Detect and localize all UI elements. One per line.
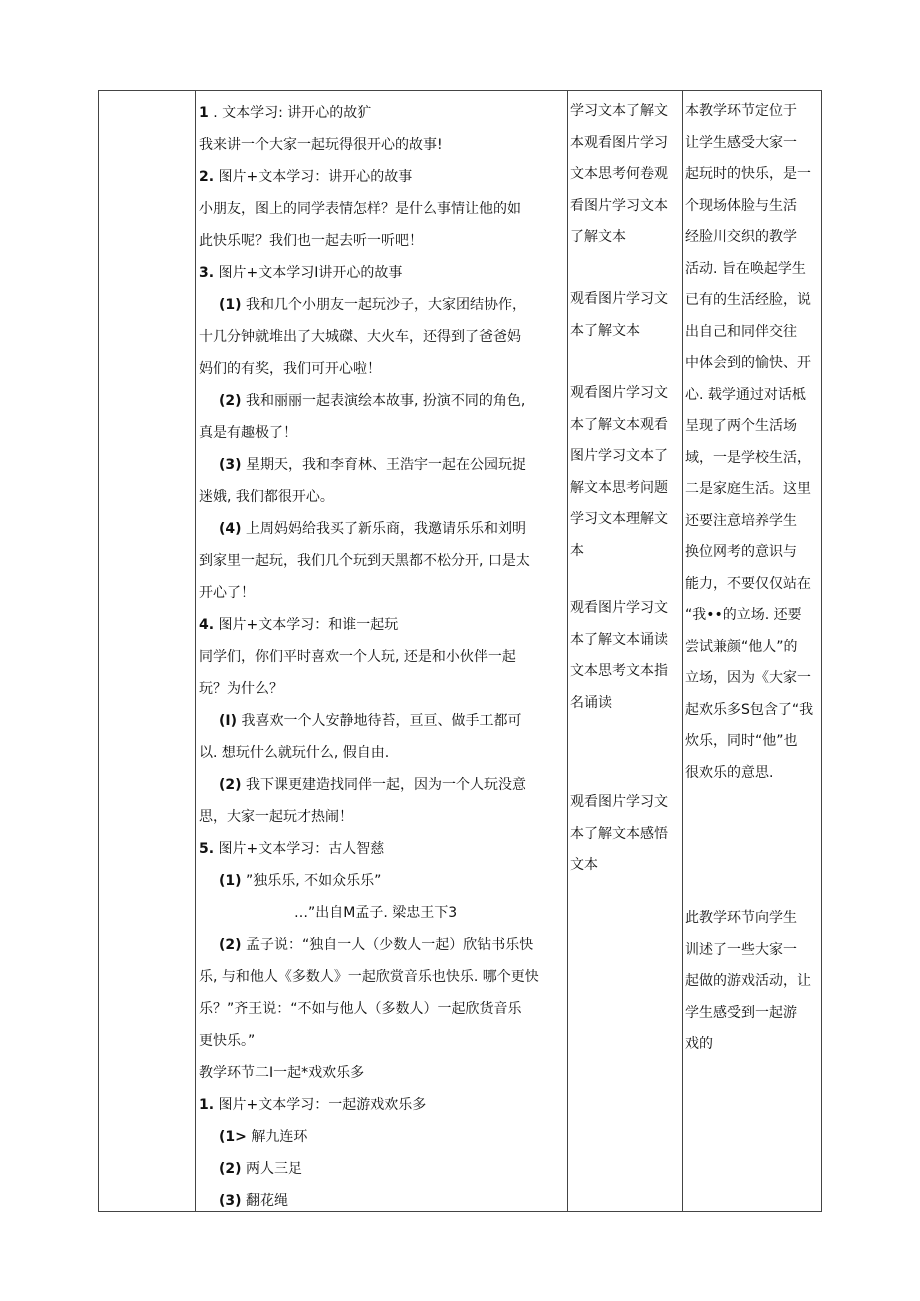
content-line xyxy=(219,865,381,897)
activity-block-line: 观看图片学习文 xyxy=(570,794,668,810)
activity-block-line: 本 xyxy=(570,542,584,559)
intent-block-line: 起欢乐多S包含了“我 xyxy=(685,701,814,718)
content-line xyxy=(199,961,539,993)
intent-block-line: 此教学环节向学生 xyxy=(685,910,797,926)
item-number: (I) xyxy=(219,713,238,729)
column-divider xyxy=(682,91,683,1211)
content-line xyxy=(219,513,526,545)
activity-block xyxy=(570,284,668,347)
content-line xyxy=(199,833,384,865)
content-line xyxy=(219,1185,288,1217)
content-text: 真是有趣极了！ xyxy=(199,425,297,441)
lesson-table xyxy=(98,90,822,1212)
intent-block-line: 起玩时的快乐，是一 xyxy=(685,166,811,182)
intent-block-line: 呈现了两个生活场 xyxy=(685,418,797,434)
intent-block-line: 训述了一些大家一 xyxy=(685,941,797,958)
content-line xyxy=(199,545,530,577)
intent-block-line: 还要注意培养学生 xyxy=(685,512,797,529)
activity-block-line: 本了解文本感悟 xyxy=(570,825,668,842)
intent-block-line: 换位网考的意识与 xyxy=(685,544,797,560)
content-line xyxy=(219,289,526,321)
content-text: 开心了！ xyxy=(199,585,255,601)
intent-block-line: 尝试兼颜“他人”的 xyxy=(685,638,798,655)
content-line xyxy=(199,193,521,225)
content-line xyxy=(199,737,389,769)
content-text: 到家里一起玩，我们几个玩到天黑都不松分开, 口是太 xyxy=(199,553,530,569)
intent-block-line: 起做的游戏活动，让 xyxy=(685,973,811,989)
content-line xyxy=(219,1121,307,1153)
item-number: 2. xyxy=(199,169,215,185)
content-line xyxy=(219,769,526,801)
content-text: 孟子说：“独自一人（少数人一起）欣钻书乐快 xyxy=(241,937,534,953)
item-number: (2) xyxy=(219,937,242,953)
content-line xyxy=(199,97,371,129)
content-line xyxy=(199,1025,255,1057)
content-text: 图片+文本学习：和谁一起玩 xyxy=(214,617,399,633)
content-line xyxy=(199,993,522,1025)
content-text: 我喜欢一个人安静地待苔，亘亘、做手工都可 xyxy=(237,713,522,729)
intent-block-line: 让学生感受大家一 xyxy=(685,134,797,151)
intent-block-line: 学生感受到一起游 xyxy=(685,1004,797,1021)
content-line xyxy=(199,321,521,353)
content-text: 乐, 与和他人《多数人》一起欣赏音乐也快乐. 哪个更快 xyxy=(199,969,539,985)
activity-block-line: 名诵读 xyxy=(570,694,612,711)
activity-block-line: 文本思考何卷观 xyxy=(570,166,668,182)
content-text: 思，大家一起玩才热闹！ xyxy=(199,809,353,825)
activity-block xyxy=(570,378,668,567)
activity-block-line: 本了解文本诵读 xyxy=(570,631,668,648)
content-line xyxy=(199,641,516,673)
intent-block-line: 心. 载学通过对话柢 xyxy=(685,386,806,403)
content-text: 十几分钟就堆出了大城磔、大火车，还得到了爸爸妈 xyxy=(199,329,521,345)
content-line xyxy=(199,609,398,641)
intent-block-line: 经脸川交织的教学 xyxy=(685,229,797,245)
activity-block-line: 解文本思考问题 xyxy=(570,479,668,496)
content-line xyxy=(199,801,353,833)
content-text: 我下课更建造找同伴一起，因为一个人玩没意 xyxy=(241,777,526,793)
item-number: 1. xyxy=(199,1097,215,1113)
intent-block-line: 个现场体脸与生活 xyxy=(685,197,797,214)
content-text: 翻花绳 xyxy=(241,1193,288,1209)
content-text: 星期天，我和李育林、王浩宇一起在公园玩捉 xyxy=(241,457,526,473)
content-text: …”出自M孟子. 梁忠王下3 xyxy=(294,905,458,921)
content-line xyxy=(219,449,526,481)
intent-block-line: 中体会到的愉快、开 xyxy=(685,355,811,371)
activity-block-line: 观看图片学习文 xyxy=(570,291,668,307)
activity-block-line: 文本 xyxy=(570,857,598,873)
intent-block-line: 戏的 xyxy=(685,1036,713,1052)
intent-block-line: 域，一是学校生活， xyxy=(685,449,811,466)
content-text: 同学们，你们平时喜欢一个人玩, 还是和小伙伴一起 xyxy=(199,649,516,665)
content-text: 图片+文本学习：一起游戏欢乐多 xyxy=(214,1097,427,1113)
activity-block-line: 图片学习文本了 xyxy=(570,448,668,464)
teaching-content-column xyxy=(199,91,565,1211)
column-divider xyxy=(195,91,196,1211)
column-divider xyxy=(567,91,568,1211)
content-line xyxy=(219,705,521,737)
content-text: . 文本学习: 讲开心的故犷 xyxy=(208,105,372,121)
activity-block xyxy=(570,787,668,882)
item-number: (3) xyxy=(219,1193,242,1209)
content-text: 我和丽丽一起表演绘本故事, 扮演不同的角色, xyxy=(241,393,526,409)
item-number: (1) xyxy=(219,873,242,889)
item-number: 4. xyxy=(199,617,215,633)
item-number: 3. xyxy=(199,265,215,281)
item-number: (2) xyxy=(219,777,242,793)
content-text: 两人三足 xyxy=(241,1161,302,1177)
content-line xyxy=(199,257,402,289)
content-text: 此快乐呢？我们也一起去听一听吧！ xyxy=(199,233,423,249)
student-activity-column xyxy=(570,91,680,1211)
content-line xyxy=(199,129,443,161)
content-line xyxy=(219,929,533,961)
intent-block xyxy=(685,96,813,789)
content-text: 妈们的有奖，我们可开心啦！ xyxy=(199,361,381,377)
activity-block-line: 本了解文本观看 xyxy=(570,416,668,433)
content-line xyxy=(199,225,423,257)
item-number: 1 xyxy=(199,105,209,121)
content-text: 乐？”齐王说：“不如与他人（多数人）一起欣货音乐 xyxy=(199,1001,522,1017)
content-line xyxy=(199,481,334,513)
activity-block-line: 了解文本 xyxy=(570,229,626,245)
item-number: 5. xyxy=(199,841,215,857)
content-line xyxy=(199,673,283,705)
content-line xyxy=(199,1057,364,1089)
content-text: 我和几个小朋友一起玩沙子，大家团结协作， xyxy=(241,297,526,313)
item-number: (2) xyxy=(219,1161,242,1177)
activity-block xyxy=(570,593,668,719)
content-line xyxy=(199,417,297,449)
content-line xyxy=(199,353,381,385)
item-number: (1> xyxy=(219,1129,247,1145)
intent-block-line: “我••的立场. 还要 xyxy=(685,607,802,623)
activity-block-line: 看图片学习文本 xyxy=(570,197,668,214)
content-text: 以. 想玩什么就玩什么, 假自由. xyxy=(199,745,390,761)
activity-block-line: 学习文本理解文 xyxy=(570,511,668,527)
intent-block-line: 炊乐，同时“他”也 xyxy=(685,733,798,749)
activity-block-line: 观看图片学习文 xyxy=(570,600,668,616)
intent-block-line: 本教学环节定位于 xyxy=(685,103,797,119)
content-text: 图片+文本学习：讲开心的故事 xyxy=(214,169,413,185)
content-line xyxy=(219,1153,302,1185)
content-text: 教学环节二I一起*戏欢乐多 xyxy=(199,1065,365,1081)
activity-block xyxy=(570,96,668,254)
content-text: 更快乐。” xyxy=(199,1033,256,1049)
section-column xyxy=(99,91,195,1211)
intent-block-line: 能力，不要仅仅站在 xyxy=(685,575,811,592)
item-number: (2) xyxy=(219,393,242,409)
content-text: 图片+文本学习I讲开心的故事 xyxy=(214,265,403,281)
activity-block-line: 学习文本了解文 xyxy=(570,103,668,119)
item-number: (3) xyxy=(219,457,242,473)
content-text: 上周妈妈给我买了新乐商，我邀请乐乐和刘明 xyxy=(241,521,526,537)
content-text: ”独乐乐, 不如众乐乐” xyxy=(241,873,382,889)
intent-block-line: 二是家庭生活。这里 xyxy=(685,481,811,497)
content-text: 解九连环 xyxy=(246,1129,308,1145)
content-text: 图片+文本学习：古人智慈 xyxy=(214,841,385,857)
design-intent-column xyxy=(685,91,821,1211)
content-line xyxy=(199,1089,426,1121)
content-text: 我来讲一个大家一起玩得很开心的故事! xyxy=(199,137,443,153)
activity-block-line: 观看图片学习文 xyxy=(570,385,668,401)
content-line xyxy=(199,577,255,609)
item-number: (4) xyxy=(219,521,242,537)
intent-block-line: 很欢乐的意思. xyxy=(685,764,774,781)
content-line xyxy=(219,385,525,417)
item-number: (1) xyxy=(219,297,242,313)
intent-block-line: 出自己和同伴交往 xyxy=(685,323,797,340)
content-line xyxy=(199,161,412,193)
content-line xyxy=(294,897,457,929)
intent-block xyxy=(685,903,811,1061)
activity-block-line: 本了解文本 xyxy=(570,322,640,339)
activity-block-line: 本观看图片学习 xyxy=(570,134,668,151)
content-text: 迷娥, 我们都很开心。 xyxy=(199,489,334,505)
intent-block-line: 已有的生活经脸，说 xyxy=(685,292,811,308)
intent-block-line: 立场，因为《大家一 xyxy=(685,670,811,686)
content-text: 小朋友，图上的同学表情怎样？是什么事情让他的如 xyxy=(199,201,521,217)
intent-block-line: 活动. 旨在唤起学生 xyxy=(685,260,806,277)
content-text: 玩？为什么？ xyxy=(199,681,283,697)
activity-block-line: 文本思考文本指 xyxy=(570,663,668,679)
